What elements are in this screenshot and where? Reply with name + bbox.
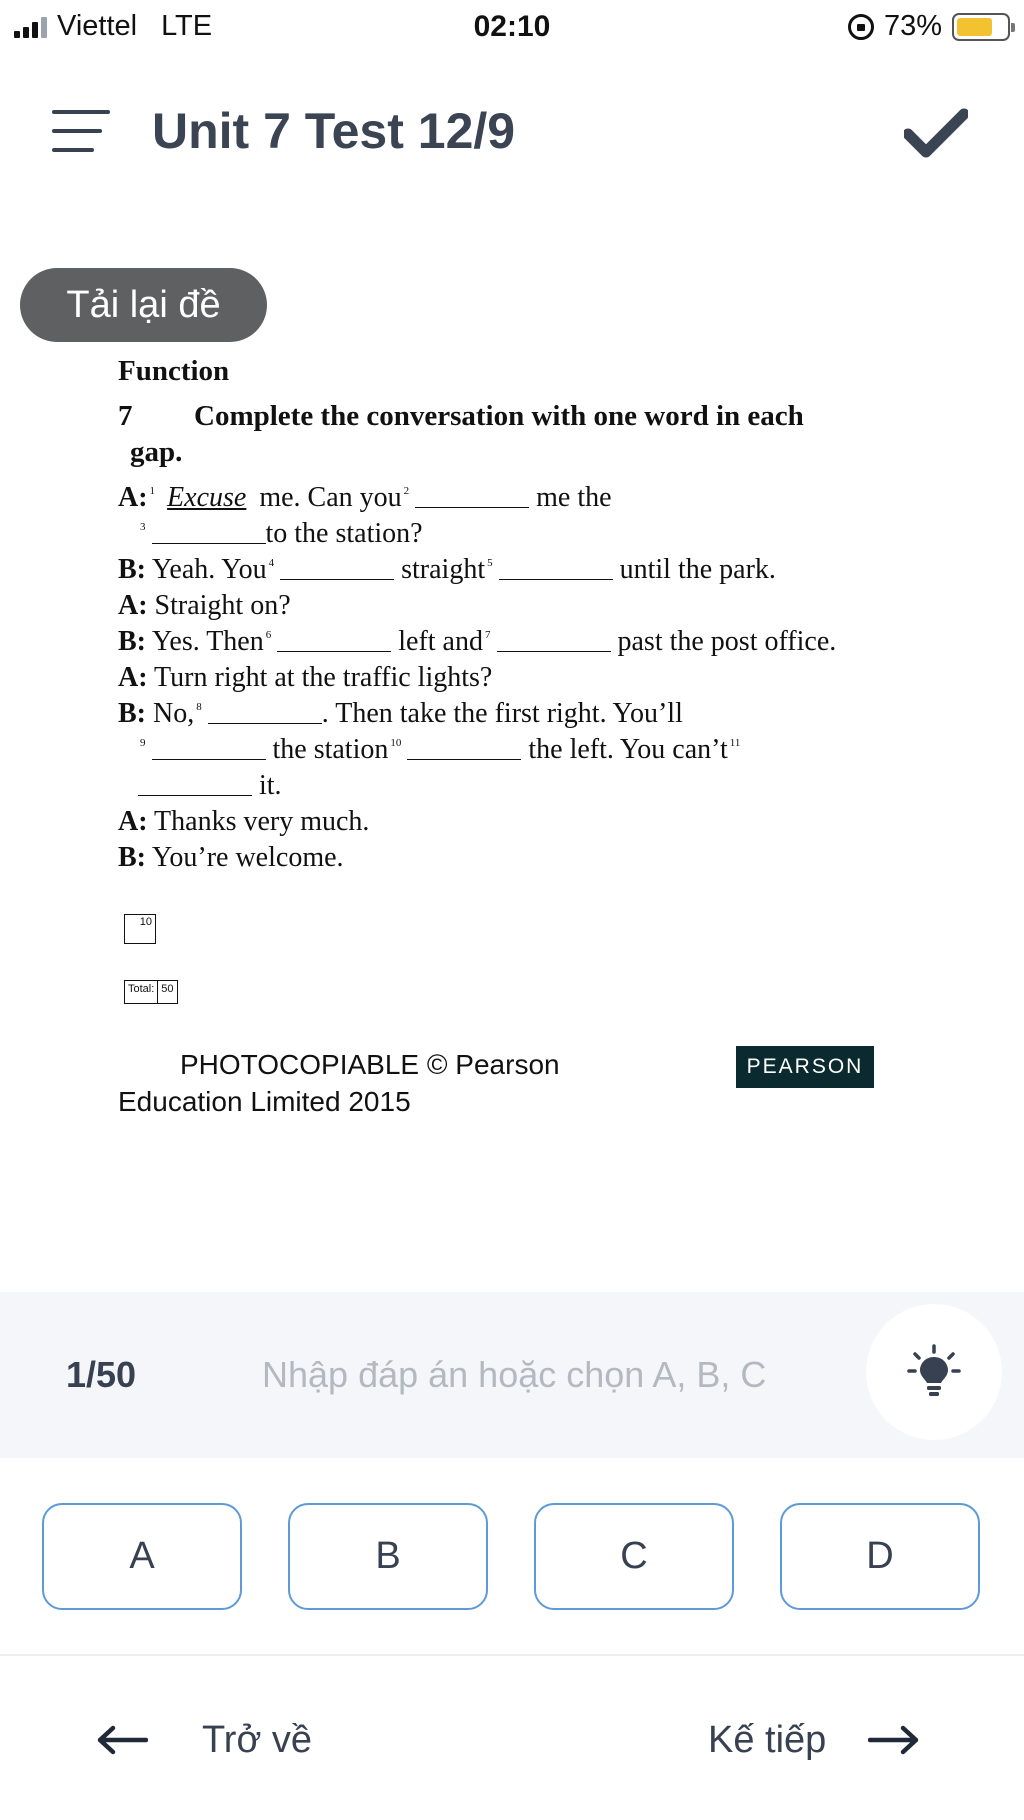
dialogue-line: B: You’re welcome. xyxy=(118,842,344,873)
test-document xyxy=(0,270,1024,1120)
lightbulb-icon xyxy=(906,1344,962,1400)
question-number: 7 xyxy=(118,400,133,432)
total-value: 50 xyxy=(157,981,176,1003)
dialogue-line: A: Turn right at the traffic lights? xyxy=(118,662,493,693)
question-instruction: Complete the conversation with one word in each xyxy=(194,400,804,432)
gap-blank xyxy=(138,774,252,796)
status-bar xyxy=(0,0,1024,52)
gap-blank xyxy=(497,630,611,652)
answer-input[interactable] xyxy=(262,1342,842,1408)
divider xyxy=(0,1654,1024,1656)
choice-b-button[interactable]: B xyxy=(288,1503,488,1610)
signal-icon xyxy=(14,16,47,38)
dialogue-line: $^3$ to the station? xyxy=(140,518,423,549)
pearson-logo: PEARSON xyxy=(736,1046,874,1088)
gap-blank xyxy=(208,702,322,724)
total-label: Total: xyxy=(128,983,155,995)
arrow-right-icon xyxy=(868,1725,920,1755)
gap-blank xyxy=(499,558,613,580)
back-button[interactable] xyxy=(96,1710,312,1770)
page-title: Unit 7 Test 12/9 xyxy=(152,103,516,159)
dialogue-line: it. xyxy=(118,770,282,802)
app-header xyxy=(0,88,1024,176)
dialogue-line: A: Thanks very much. xyxy=(118,806,370,837)
question-counter: 1/50 xyxy=(66,1354,137,1395)
copyright-notice: PHOTOCOPIABLE © Pearson Education Limited 2015 xyxy=(118,1049,560,1117)
score-box: 10 xyxy=(124,914,156,944)
choice-c-button[interactable]: C xyxy=(534,1503,734,1610)
question-instruction-cont: gap. xyxy=(130,436,183,468)
choice-a-button[interactable]: A xyxy=(42,1503,242,1610)
network-type: LTE xyxy=(161,10,213,42)
gap-blank xyxy=(407,738,521,760)
next-label: Kế tiếp xyxy=(708,1718,827,1761)
status-left xyxy=(14,10,212,43)
back-label: Trở về xyxy=(202,1718,313,1761)
battery-percent: 73% xyxy=(883,10,942,42)
hint-button[interactable] xyxy=(866,1304,1002,1440)
answer-bar xyxy=(0,1292,1024,1458)
carrier-name: Viettel xyxy=(57,10,138,42)
next-button[interactable] xyxy=(708,1710,920,1770)
dialogue-line: A: Straight on? xyxy=(118,590,291,621)
battery-icon xyxy=(952,13,1010,41)
total-box xyxy=(124,980,178,1004)
gap-blank xyxy=(280,558,394,580)
question-heading xyxy=(118,400,804,433)
reload-test-button[interactable]: Tải lại đề xyxy=(20,268,267,342)
battery-fill xyxy=(957,18,992,36)
check-icon[interactable] xyxy=(904,106,968,160)
clock: 02:10 xyxy=(473,10,551,43)
gap-blank xyxy=(152,738,266,760)
arrow-left-icon xyxy=(96,1725,148,1755)
rotation-lock-icon xyxy=(848,14,874,40)
dialogue-line: B: Yeah. You $^4$ straight $^5$ until the park. xyxy=(118,554,776,585)
dialogue-line: A: $^1$ Excuse me. Can you $^2$ me the xyxy=(118,482,612,513)
choice-buttons xyxy=(0,1503,1024,1611)
choice-d-button[interactable]: D xyxy=(780,1503,980,1610)
dialogue-line: B: Yes. Then $^6$ left and $^7$ past the post office. xyxy=(118,626,837,657)
gap-blank xyxy=(277,630,391,652)
menu-icon[interactable] xyxy=(52,110,110,154)
dialogue-line: B: No, $^8$ . Then take the first right. You’ll xyxy=(118,698,683,729)
dialogue-line: $^9$ the station $^{10}$ the left. You can’t $^{11}$ xyxy=(140,734,741,765)
gap-blank xyxy=(415,486,529,508)
gap-blank xyxy=(152,522,266,544)
example-answer: Excuse xyxy=(167,482,247,513)
section-title: Function xyxy=(118,355,230,387)
status-right xyxy=(848,10,1010,43)
